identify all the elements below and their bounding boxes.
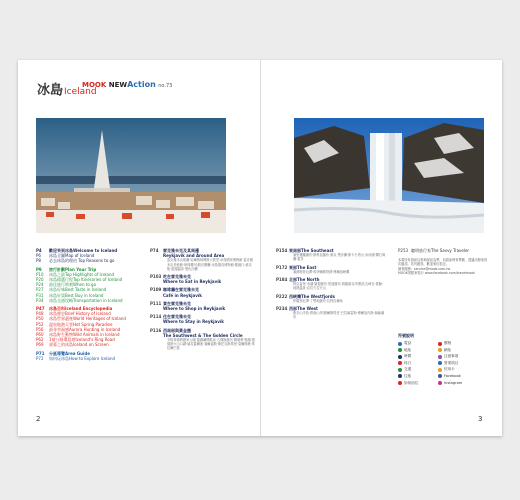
legend-symbol-icon [438,368,442,372]
toc-region-title-en: Where to Eat in Reykjavík [163,279,222,285]
legend-label: Instagram [444,381,463,386]
toc-region-entry[interactable] [150,328,255,351]
toc-region-title-en: Reykjavík and Around Area [163,253,225,259]
church-illustration [36,118,226,233]
legend-symbol-icon [438,348,442,352]
legend-item [438,367,478,372]
legend-item [438,381,478,386]
toc-region-title: 西部The West [289,306,318,312]
toc-section [36,351,144,361]
toc-region-title: 東南部The Southeast [289,248,334,253]
toc-region-title: 雷克雅未克及其周邊 Reykjavík and Around Area [163,248,225,259]
toc-right-col2 [398,248,490,253]
toc-page-number: P184 [276,277,288,283]
toc-region-body: 塞里雅蘭瀑布‧斯科加瀑布‧維克‧黑沙灘‧斯卡夫塔山‧冰河湖‧鑽石海灘‧霍芬 [293,253,386,262]
toc-page-number: P60 [36,332,44,338]
legend-label: 交通 [404,367,412,372]
legend-symbol-icon [438,374,442,378]
toc-entry[interactable] [36,342,144,347]
brand-mook: MOOK [82,81,107,89]
legend-item [398,341,438,346]
toc-region-title-en: The Southwest & The Golden Circle [163,332,243,338]
toc-page-number: P234 [276,306,288,312]
toc-region-entry[interactable] [150,314,255,324]
toc-section [36,267,144,303]
legend-label: 網址 [444,347,452,352]
toc-entry-text: 溫泉地熱天堂Hot Spring Paradise [49,321,113,327]
toc-page-number: P52 [36,321,44,327]
toc-entry-text: 冰島交通攻略Transportation in Iceland [49,297,123,303]
toc-entry-text: 冰島歷史Brief History of Iceland [49,311,111,317]
toc-page-number: P47 [36,306,45,312]
toc-page-number: P114 [150,314,162,320]
legend-symbol-icon [398,342,402,346]
legend-symbol-icon [438,355,442,359]
toc-page-number: P154 [276,248,288,253]
toc-page-number: P9 [36,266,42,272]
toc-entry[interactable] [36,298,144,303]
toc-region-title: 東部The East [289,264,317,270]
toc-region-body: 雷克雅未克地圖‧哈爾格林姆斯大教堂‧冰島國家博物館‧雷克雅未克美術館‧珍珠樓‧哈帕音樂廳‧冰島陽具博物館‧舊港口‧維京船‧藍湖溫泉‧黑色沙灘 [167,258,253,271]
toc-entry-text: 旅行計劃Plan Your Trip [49,266,97,272]
page-number-right: 3 [478,415,483,423]
legend-item [438,361,478,366]
toc-page-number: P8 [36,258,41,264]
toc-region-title: 西峽灣The Westfjords [289,293,336,299]
toc-page-number: P6 [36,253,41,259]
legend-label: Facebook [444,374,461,379]
toc-region-entry[interactable] [150,301,255,311]
legend-symbol-icon [438,381,442,385]
legend-item [398,361,438,366]
toc-entry[interactable] [36,258,144,263]
toc-entry[interactable] [36,356,144,361]
toc-entry-text: 歡迎來到冰島Welcome to Iceland [49,248,118,253]
toc-page-number: P69 [36,342,44,348]
waterfall-illustration [294,118,484,233]
waterfall-photo [294,118,484,233]
brand-logo [82,80,172,89]
toc-region-head [150,248,255,258]
toc-entry-text: 冰島之最Top Highlights of Iceland [49,271,115,277]
toc-page-number: P4 [36,248,42,253]
toc-page-number: P72 [36,355,44,361]
legend-symbol-icon [398,368,402,372]
toc-region-body: 阿克雷里‧米湖‧黛提瀑布‧哥達瀑布‧胡薩維克‧阿斯匹吉峽谷‧賞鯨‧地熱溫泉‧克拉夫拉火山 [293,282,383,291]
legend-item [398,374,438,379]
toc-region-head [150,274,255,284]
toc-entry-text: 冰島百科Iceland Encyclopedia [49,306,113,312]
brand-issue: no.73 [158,83,173,89]
toc-page-number: P172 [276,264,288,270]
toc-region-entry[interactable] [150,274,255,284]
toc-page-number: P20 [36,277,44,283]
legend-title: 符號說明 [398,333,414,338]
toc-entry-text: 冰島野生動物Wild Animals in Iceland [49,332,120,338]
legend-label: 電話 [404,341,412,345]
toc-page-number: P71 [36,350,45,356]
toc-region-entry[interactable] [276,294,386,303]
facebook-line: MOOK景點家旅行 www.facebook.com/travelmook [398,270,475,275]
toc-region-head [150,287,255,297]
page-fold [260,60,261,436]
toc-entry-text: 分區導覽Area Guide [49,350,90,356]
toc-right-col1 [276,248,386,323]
toc-section [36,248,144,264]
toc-region-title: 買在雷克雅未克 Where to Shop in Reykjavík [163,300,226,312]
toc-region-title-en: Café in Reykjavík [163,292,202,298]
toc-left-col1 [36,248,144,364]
church-photo [36,118,226,233]
page-number-left: 2 [36,415,41,423]
legend-label: 休日 [404,360,412,365]
toc-region-title: 住在雷克雅未克 Where to Stay in Reykjavík [163,314,224,325]
toc-entry-text: 冰島世界遺產World Heritages of Iceland [49,316,126,322]
toc-region-entry[interactable] [276,248,386,262]
toc-entry-text: 最佳旅行時刻When to go [49,282,97,288]
toc-region-body: 斯奈山半島‧教會山‧阿納爾斯塔皮‧巴拉赫雷勒‧博爾加內斯‧赫倫瀑布 [293,311,385,320]
legend-symbol-icon [398,374,402,378]
legend-label: 價格 [444,341,452,345]
toc-page-number: P62 [36,337,44,343]
legend-symbol-icon [438,342,442,346]
toc-region-title: 吃在雷克雅未克 Where to Eat in Reykjavík [163,274,222,285]
publisher-note: 本書所有資訊以實地採訪為準，但資訊時常異動，建議出發前再次確認。若有錯誤，歡迎來信指正。 [398,258,488,267]
toc-region-title: 北部The North [289,277,320,283]
legend-symbol-icon [398,355,402,359]
toc-region-entry[interactable] [276,265,386,274]
legend-item [398,354,438,359]
publisher-note-block [398,258,490,275]
toc-region-title: 西南部與黃金圈 The Southwest & The Golden Circle [163,327,243,338]
toc-page-number: P10 [36,271,44,277]
toc-left-col2 [150,248,255,354]
toc-entry-text: 冰島精選行程Top Itineraries of Iceland [49,277,123,283]
toc-entry-text: 如何玩冰島How to Explore Iceland [49,355,116,361]
toc-page-number: P222 [276,293,288,299]
toc-page-number: P24 [36,282,44,288]
legend-label: 信用卡 [444,367,455,372]
toc-page-number: P48 [36,311,44,317]
toc-page-number: P103 [150,274,162,280]
legend-label: 注意事項 [444,354,459,359]
toc-page-number: P116 [150,327,162,333]
toc-entry-text: 螢幕之的冰島Iceland on Screen [49,342,109,348]
title-en: Iceland [64,87,97,97]
toc-page-number: P50 [36,316,44,322]
toc-region-entry[interactable] [150,248,255,271]
toc-entry-text: 冰島好買Best Buy in Iceland [49,292,104,298]
title-zh: 冰島 [37,83,64,98]
legend-symbol-icon [398,348,402,352]
legend-item [438,348,478,353]
toc-entry-text: 必去冰島的理由 Top Reasons to go [49,258,115,264]
legend-item [438,341,478,346]
legend-symbol-icon [398,381,402,385]
legend-grid [398,341,478,386]
legend-label: 住宿 [404,373,412,378]
toc-entry-text: 冰島好味Best Taste in Iceland [49,287,107,293]
toc-page-number: P109 [150,287,162,293]
legend-item [438,354,478,359]
legend-label: 如何前往 [404,380,419,385]
legend-item [398,348,438,353]
toc-page-number: P31 [36,292,44,298]
toc-region-title: 咖啡廳在雷克雅未克 Café in Reykjavík [163,287,202,298]
toc-page-number: P27 [36,287,44,293]
toc-page-number: P111 [150,300,162,306]
brand-new: NEW [108,81,128,89]
legend-item [398,367,438,372]
toc-entry-text: 1號公路環島遊Iceland's Ring Road [49,337,115,343]
legend-label: 時間 [404,354,412,359]
symbol-legend [398,333,478,386]
toc-region-head [150,314,255,324]
toc-page-number: P56 [36,326,44,332]
legend-label: 地址 [404,347,412,352]
toc-entry[interactable] [398,248,490,253]
toc-region-title-en: Where to Shop in Reykjavík [163,306,226,312]
legend-symbol-icon [438,361,442,365]
toc-region-head [150,301,255,311]
legend-item [438,374,478,379]
toc-region-body: 辛格韋德利國家公園‧蓋錫爾間歇泉‧古佛斯瀑布‧費德利‧聖湖‧凱瑞斯火山口湖‧赫拉蓋爾迪‧塞爾福斯‧斯托克斯埃里‧索爾斯港‧埃拉爾巴基 [167,338,255,351]
toc-region-entry[interactable] [276,306,386,320]
toc-region-body: 伊薩菲厄澤‧丁堅地瀑布‧拉特拉爾角 [293,298,343,303]
toc-page-number: P34 [36,297,44,303]
brand-action: Action [127,80,156,89]
toc-entry-text: 冰島全圖Map of Iceland [49,253,95,259]
toc-region-entry[interactable] [150,287,255,297]
legend-symbol-icon [398,361,402,365]
toc-entry-text: 最尋幸福感Aurora Hunting in Iceland [49,326,121,332]
contact-line: 讀者服務：service@mook.com.tw [398,266,451,271]
legend-label: 營業項目 [444,360,459,365]
toc-region-head [150,328,255,338]
toc-region-title-en: Where to Stay in Reykjavík [163,319,224,325]
toc-page-number: P74 [150,248,159,253]
legend-item [398,381,438,386]
toc-region-entry[interactable] [276,277,386,291]
toc-section [36,306,144,348]
toc-region-body: 塞濟斯菲厄澤‧埃伊爾斯塔濟‧博爾加峽灣 [293,269,350,274]
toc-page-number: P253 [398,248,409,253]
toc-entry-text: 聰明旅行家The Savvy Traveler [411,248,470,253]
